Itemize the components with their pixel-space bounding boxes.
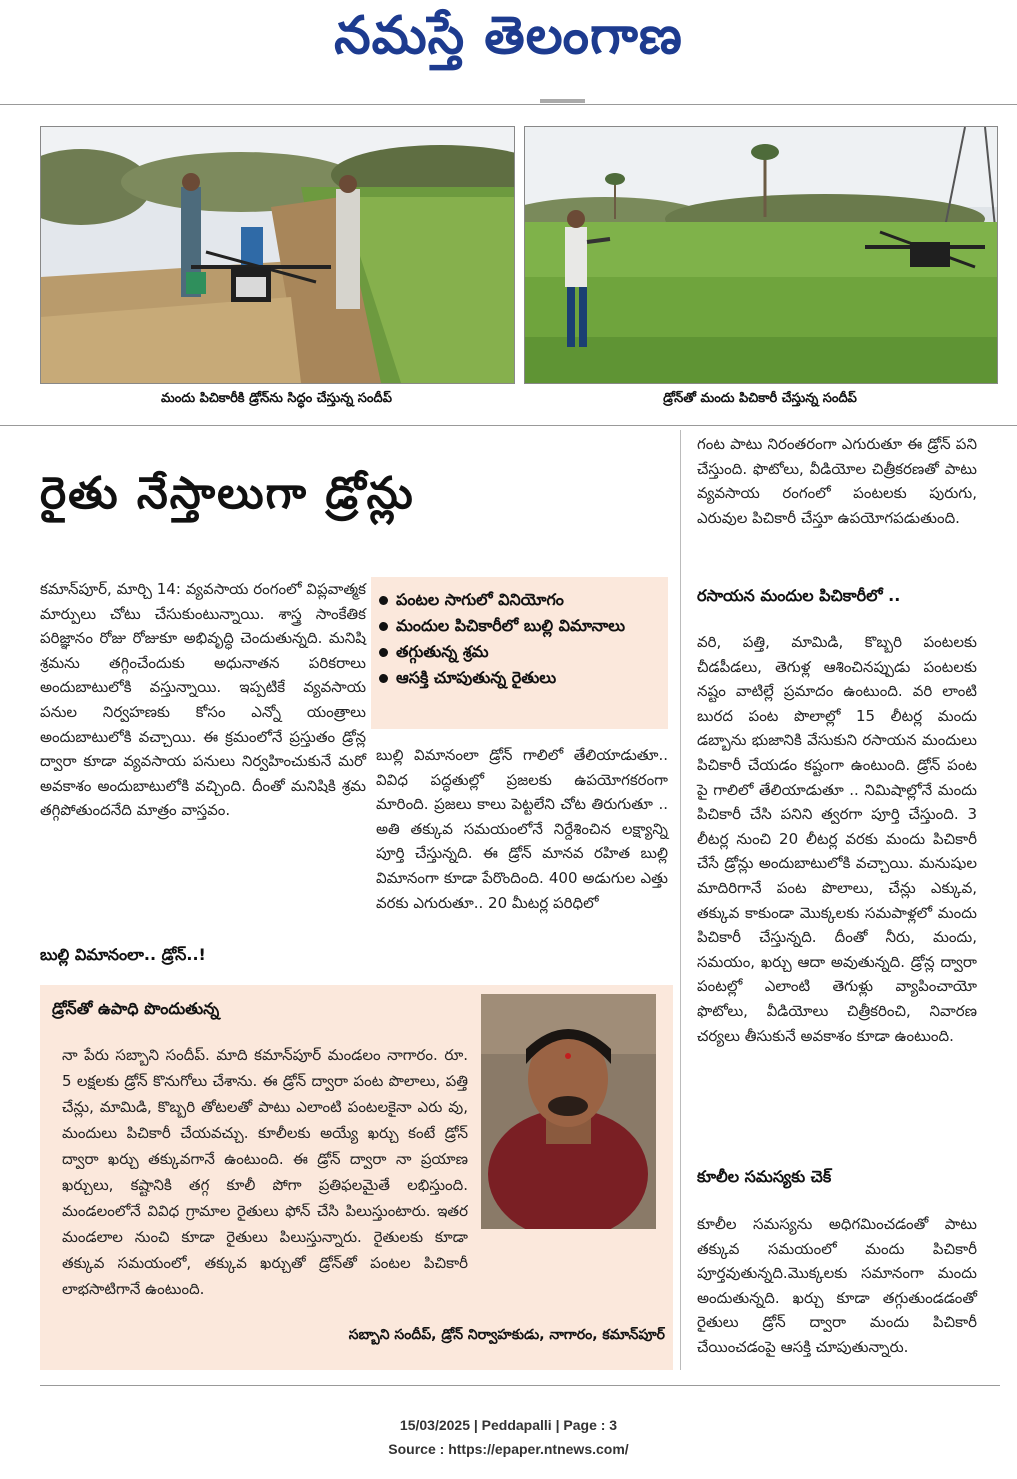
bullet-icon (379, 622, 388, 631)
article-headline: రైతు నేస్తాలుగా డ్రోన్లు (40, 468, 415, 519)
interview-text-first (62, 1042, 468, 1302)
highlight-item: పంటల సాగులో వినియోగం (379, 587, 668, 613)
photo-drone-preparation (40, 126, 515, 384)
interview-text: నా పేరు సబ్బాని సందీప్. మాది కమాన్‌పూర్ మండలం నాగారం. రూ. 5 లక్షలకు డ్రోన్ కొనుగోలు చేశాను. ఈ డ్రోన్ ద్వారా పంట పొలాలు, పత్తి చేన్లు, మామిడి, కొబ్బరి తోటలతో పాటు ఎలాంటి పంటలకైనా ఎరు వు, మందులు పిచికారీ చేయవచ్చు. కూలీలకు అయ్యే ఖర్చు కంటే డ్రోన్ ద్వారా ఖర్చు తక్కువగానే ఉంటుంది. ఈ డ్రోన్ ద్వారా నా ప్రయాణ ఖర్చులు, కష్టానికి తగ్గ కూలీ పోగా ప్రతిఫలమైతే లభిస్తుంది. మండలంలోనే వివిధ గ్రామాల రైతులు ఫోన్ చేసి పిలుస్తుంటారు. ఇతర మండలాల నుంచి కూడా రైతులు పిలుస్తున్నారు. రైతులకు కూడా తక్కువ సమయంలో, తక్కువ ఖర్చుతో డ్రోన్‌తో పంటల పిచికారీ లాభసాటిగానే ఉంటుంది. (62, 1046, 468, 1298)
subhead-tiny-aircraft: బుల్లి విమానంలా.. డ్రోన్..! (40, 945, 206, 964)
subhead-labour-problem: కూలీల సమస్యకు చెక్ (697, 1167, 832, 1186)
photo-drone-spraying-image (525, 127, 997, 383)
interview-signature: సబ్బాని సందీప్, డ్రోన్ నిర్వాహకుడు, నాగారం, కమాన్‌పూర్ (348, 1327, 665, 1343)
footer-source-line: Source : https://epaper.ntnews.com/ (388, 1441, 629, 1457)
bullet-icon (379, 596, 388, 605)
person-photo (481, 994, 656, 1229)
caption-right-photo: డ్రోన్‌తో మందు పిచికారీ చేస్తున్న సందీప్ (663, 391, 857, 406)
interview-heading: డ్రోన్‌తో ఉపాధి పొందుతున్న (52, 999, 220, 1018)
article-middle-text: బుల్లి విమానంలా డ్రోన్ గాలిలో తేలియాడుతూ.. వివిధ పద్ధతుల్లో ప్రజలకు ఉపయోగకరంగా మారింది. ప్రజలు కాలు పెట్టలేని చోట తిరుగుతూ .. అతి తక్కువ సమయంలోనే నిర్దేశించిన లక్ష్యాన్ని పూర్తి చేస్తున్నది. ఈ డ్రోన్ మానవ రహిత బుల్లి విమానంగా కూడా పేరొందింది. 400 అడుగుల ఎత్తు వరకు ఎగురుతూ.. 20 మీటర్ల పరిధిలో (376, 746, 668, 912)
footer-date-line: 15/03/2025 | Peddapalli | Page : 3 (399, 1417, 618, 1433)
person-photo-image (481, 994, 656, 1229)
masthead-divider (0, 104, 1017, 105)
column-divider (680, 430, 681, 1370)
caption-divider (0, 425, 1017, 426)
interview-box (40, 985, 673, 1370)
newspaper-logo: నమస్తే తెలంగాణ (334, 6, 683, 66)
highlight-item: ఆసక్తి చూపుతున్న రైతులు (379, 665, 668, 691)
photo-drone-spraying (524, 126, 998, 384)
article-right-mid: వరి, పత్తి, మామిడి, కొబ్బరి పంటలకు చీడపీడలు, తెగుళ్ల ఆశించినప్పుడు పంటలకు నష్టం వాటిల్లే ప్రమాదం ఉంటుంది. వరి లాంటి బురద పంట పొలాల్లో 15 లీటర్ల మందు డబ్బాను భుజానికి వేసుకుని రసాయన మందులు పిచికారీ చేయడం కష్టంగా ఉంటుంది. డ్రోన్ పంట పై గాలిలో తేలియాడుతూ .. నిమిషాల్లోనే మందు పిచికారీ చేసి పనిని త్వరగా పూర్తి చేస్తుంది. 3 లీటర్ల నుంచి 20 లీటర్ల వరకు మందు పిచికారీ చేసే డ్రోన్లు అందుబాటులోకి వచ్చాయి. మనుషుల మాదిరిగానే పంట పొలాలు, చేన్లు ఎక్కువ, తక్కువ కాకుండా మొక్కలకు సమపాళ్లలో మందు పిచికారీ చేస్తున్నది. దీంతో నీరు, మందు, సమయం, ఖర్చు ఆదా అవుతున్నది. డ్రోన్ల ద్వారా పంటల్లో ఎలాంటి తెగుళ్లు వ్యాపించాయో ఫొటోలు, వీడియోలు చిత్రీకరించి, నివారణ చర్యలు తీసుకునే అవకాశం కూడా ఉంటుంది. (697, 633, 977, 1045)
highlight-item: తగ్గుతున్న శ్రమ (379, 639, 668, 665)
photo-drone-preparation-image (41, 127, 514, 383)
article-right-top: గంట పాటు నిరంతరంగా ఎగురుతూ ఈ డ్రోన్ పని చేస్తుంది. ఫొటోలు, వీడియోల చిత్రీకరణతో పాటు వ్యవసాయ రంగంలో పంటలకు పురుగు, ఎరువుల పిచికారీ చేస్తూ ఉపయోగపడుతుంది. (697, 435, 977, 527)
masthead-mark (540, 99, 585, 103)
highlights-box (371, 577, 668, 729)
article-right-bottom: కూలీల సమస్యను అధిగమించడంతో పాటు తక్కువ సమయంలో మందు పిచికారీ పూర్తవుతున్నది.మొక్కలకు సమానంగా మందు అందుతున్నది. ఖర్చు కూడా తగ్గుతుండడంతో రైతులు డ్రోన్ ద్వారా మందు పిచికారీ చేయించడంపై ఆసక్తి చూపుతున్నారు. (697, 1215, 977, 1356)
caption-left-photo: మందు పిచికారీకి డ్రోన్‌ను సిద్ధం చేస్తున్న సందీప్ (161, 391, 392, 406)
subhead-chemical-spraying: రసాయన మందుల పిచికారీలో .. (697, 586, 901, 605)
highlights-list (371, 577, 668, 691)
article-intro: కమాన్‌పూర్, మార్చి 14: వ్యవసాయ రంగంలో విప్లవాత్మక మార్పులు చోటు చేసుకుంటున్నాయి. శాస్త్ర సాంకేతిక పరిజ్ఞానం రోజు రోజుకూ అభివృద్ధి చెందుతున్నది. మనిషి శ్రమను తగ్గించేందుకు అధునాతన పరికరాలు అందుబాటులోకి వస్తున్నాయి. ఇప్పటికే వ్యవసాయ పనుల నిర్వహణకు కోసం ఎన్నో యంత్రాలు అందుబాటులోకి వచ్చాయి. ఈ క్రమంలోనే ప్రస్తుతం డ్రోన్ల ద్వారా కూడా వ్యవసాయ పనులు నిర్వహించుకునే మరో అవకాశం అందుబాటులోకి వచ్చింది. దీంతో మనిషికి శ్రమ తగ్గిపోతుందనేది మాత్రం వాస్తవం. (40, 580, 366, 820)
masthead (0, 0, 1017, 80)
bullet-icon (379, 648, 388, 657)
highlight-item: మందుల పిచికారీలో బుల్లి విమానాలు (379, 613, 668, 639)
bullet-icon (379, 674, 388, 683)
bottom-divider (40, 1385, 1000, 1386)
